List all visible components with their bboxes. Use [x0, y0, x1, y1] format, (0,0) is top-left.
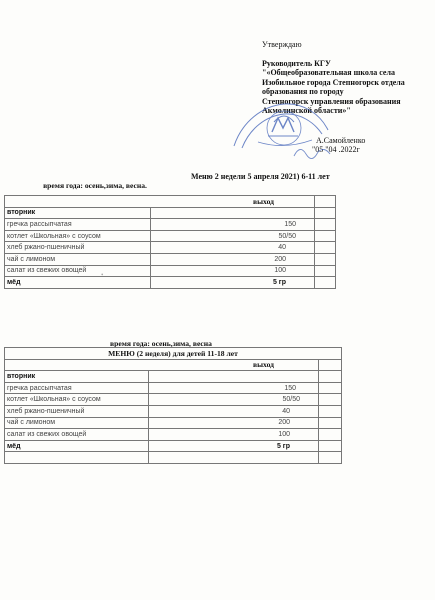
approval-heading: Утверждаю: [262, 40, 302, 49]
table-row: [5, 429, 342, 441]
scan-dot: •: [101, 271, 104, 279]
approval-date: "05 "04 .2022г: [312, 145, 360, 154]
menu-table-11-18: [4, 347, 342, 464]
dish-amount: 5 гр: [149, 440, 319, 452]
approval-signer: А.Самойленко: [316, 135, 366, 145]
approval-org-line-4: Степногорск управления образования: [262, 96, 401, 106]
day-label: вторник: [5, 371, 149, 383]
header-output: выход: [5, 196, 315, 208]
dish-name: котлет «Школьная» с соусом: [5, 230, 151, 242]
menu-title: Меню 2 недели 5 апреля 2021) 6-11 лет: [191, 172, 330, 181]
dish-name: хлеб ржано-пшеничный: [5, 405, 149, 417]
dish-name: чай с лимоном: [5, 417, 149, 429]
table-row-day: [5, 371, 342, 383]
dish-name: гречка рассыпчатая: [5, 382, 149, 394]
table-row: [5, 405, 342, 417]
dish-name: хлеб ржано-пшеничный: [5, 242, 151, 254]
dish-amount: 40: [151, 242, 315, 254]
dish-amount: 150: [151, 219, 315, 231]
table-row: [5, 394, 342, 406]
table-header-row: [5, 359, 342, 371]
dish-name: мёд: [5, 440, 149, 452]
dish-amount: 50/50: [149, 394, 319, 406]
season-label-2: время года: осень,зима, весна: [110, 339, 212, 348]
table-title: МЕНЮ (2 неделя) для детей 11-18 лет: [5, 348, 342, 360]
approval-org-line-2: Изобильное города Степногорск отдела: [262, 77, 405, 87]
table-row: [5, 277, 336, 289]
dish-amount: 100: [151, 265, 315, 277]
table-row: [5, 265, 336, 277]
table-row: [5, 242, 336, 254]
approval-org-line-1: "«Общеобразовательная школа села: [262, 68, 395, 77]
dish-name: чай с лимоном: [5, 253, 151, 265]
dish-name: котлет «Школьная» с соусом: [5, 394, 149, 406]
dish-amount: 40: [149, 405, 319, 417]
dish-name: салат из свежих овощей: [5, 429, 149, 441]
dish-amount: 5 гр: [151, 277, 315, 289]
table-row: [5, 253, 336, 265]
dish-amount: 200: [151, 253, 315, 265]
table-row-empty: [5, 452, 342, 464]
approval-org-line-3: образования по городу: [262, 87, 344, 96]
table-row-day: [5, 207, 336, 219]
dish-amount: 100: [149, 429, 319, 441]
table-row: [5, 440, 342, 452]
table-row: [5, 382, 342, 394]
table-row: [5, 219, 336, 231]
dish-amount: 50/50: [151, 230, 315, 242]
table-row: [5, 230, 336, 242]
dish-name: гречка рассыпчатая: [5, 219, 151, 231]
table-title-row: [5, 348, 342, 360]
dish-name: мёд: [5, 277, 151, 289]
signature-icon: [292, 142, 332, 162]
day-label: вторник: [5, 207, 151, 219]
season-label-1: время года: осень,зима, весна.: [43, 181, 147, 190]
approval-org-line-5: Акмолинской области»": [262, 106, 351, 115]
dish-amount: 150: [149, 382, 319, 394]
dish-amount: 200: [149, 417, 319, 429]
approval-position: Руководитель КГУ: [262, 58, 331, 68]
dish-name: салат из свежих овощей: [5, 265, 151, 277]
menu-table-6-11: [4, 195, 336, 289]
table-row: [5, 417, 342, 429]
table-header-row: [5, 196, 336, 208]
header-output: выход: [5, 359, 319, 371]
